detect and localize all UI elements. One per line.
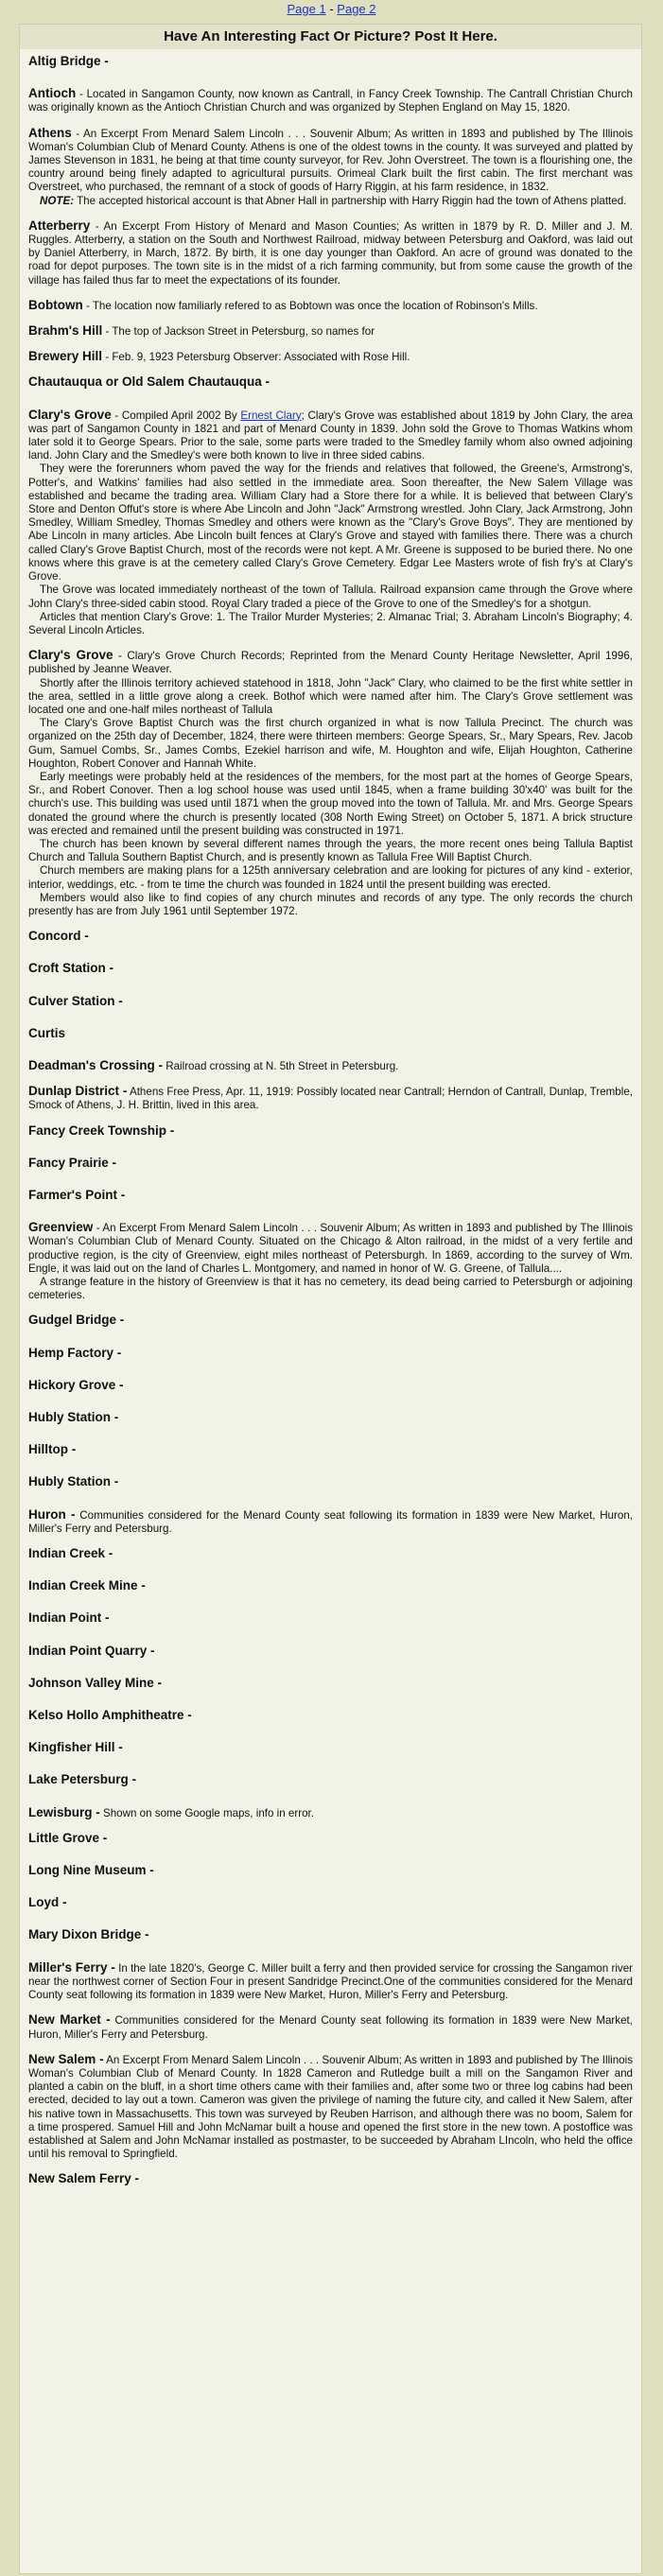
entry-name: Altig Bridge - (28, 54, 109, 68)
entry-name: Hemp Factory - (28, 1345, 122, 1360)
page-nav (0, 0, 663, 17)
entry-new-salem (28, 2053, 633, 2162)
entry-long-nine-museum (28, 1864, 633, 1878)
entry-huron (28, 1508, 633, 1536)
entry-athens (28, 127, 633, 208)
entry-indian-creek-mine (28, 1579, 633, 1593)
entry-paragraph: A strange feature in the history of Greenview is that it has no cemetery, its dead being carried to Petersburgh or adjoining cemeteries. (28, 1276, 633, 1302)
entry-name: Gudgel Bridge - (28, 1313, 125, 1328)
entry-text: - Feb. 9, 1923 Petersburg Observer: Associated with Rose Hill. (102, 351, 410, 364)
entry-text: ; Clary's Grove was established about 1819 by John Clary, the area was part of Sangamon County in 1821 and part of Menard County in 1839. John sold the Grove to Thomas Watkins whom later sold it to George Spears. Prior to the sale, some parts were traded to the Smedley family whom also owned adjoining land. John Clary and the Smedley's were both known to live in three sided cabins. (28, 409, 633, 462)
entry-concord (28, 930, 633, 944)
entry-name: Brahm's Hill (28, 323, 103, 339)
entry-name: Fancy Prairie - (28, 1155, 117, 1170)
page-title: Have An Interesting Fact Or Picture? Post It Here. (20, 25, 641, 49)
entry-indian-point (28, 1611, 633, 1626)
entry-name: Hubly Station - (28, 1410, 119, 1425)
entry-name: Antioch (28, 86, 77, 101)
entry-brahms-hill (28, 324, 633, 339)
entry-name: Curtis (28, 1025, 66, 1040)
entry-paragraph: The Grove was located immediately northeast of the town of Tallula. Railroad expansion came through the Grove where John Clary's three-sided cabin stood. Royal Clary traded a piece of the Grove to one of the Smedley's for a shotgun. (28, 583, 633, 610)
entry-name: Indian Point - (28, 1610, 110, 1626)
entry-name: Little Grove - (28, 1830, 108, 1845)
author-link[interactable]: Ernest Clary (240, 409, 302, 422)
entry-bobtown (28, 299, 633, 313)
entry-text: - An Excerpt From Menard Salem Lincoln . . . Souvenir Album; As written in 1893 and published by The Illinois Woman's Columbian Club of Menard County. Situated on the Chicago & Alton railroad, in the midst of a very fertile and productive region, is the city of Greenview, eight miles northeast of Petersburgh. In 1869, according to the survey of Wm. Engle, it was laid out on the land of Charles L. Montgomery, and named in honor of W. G. Greene, of Tallula.... (28, 1222, 633, 1275)
entry-chautauqua (28, 375, 633, 390)
entry-list (20, 49, 641, 2187)
entry-text: Communities considered for the Menard County seat following its formation in 1839 were New Market, Huron, Miller's Ferry and Petersburg. (28, 1508, 633, 1535)
entry-name: Mary Dixon Bridge - (28, 1927, 149, 1942)
entry-note: NOTE: The accepted historical account is that Abner Hall in partnership with Harry Riggin had the town of Athens platted. (40, 194, 627, 207)
entry-text: Shown on some Google maps, info in error. (99, 1806, 314, 1819)
entry-loyd (28, 1896, 633, 1910)
entry-hubly-station-2 (28, 1475, 633, 1489)
entry-paragraph: Members would also like to find copies of any church minutes and records of any type. The only records the church presently has are from July 1961 until September 1972. (28, 891, 633, 917)
entry-mary-dixon-bridge (28, 1928, 633, 1942)
entry-little-grove (28, 1832, 633, 1846)
entry-millers-ferry (28, 1961, 633, 2003)
nav-separator: - (329, 2, 334, 16)
entry-name: New Salem - (28, 2051, 104, 2066)
entry-name: Clary's Grove (28, 407, 112, 422)
entry-text: Communities considered for the Menard County seat following its formation in 1839 were New Market, Huron, Miller's Ferry and Petersburg. (28, 2014, 633, 2041)
entry-paragraph: The church has been known by several different names through the years, the more recent ones being Tallula Baptist Church and Tallula Southern Baptist Church, and is presently known as Tallula Free Will Baptist Church. (28, 837, 633, 864)
entry-name: Lake Petersburg - (28, 1772, 137, 1787)
entry-atterberry (28, 219, 633, 287)
entry-name: Loyd - (28, 1895, 67, 1910)
entry-name: Croft Station - (28, 961, 113, 976)
entry-name: Indian Creek Mine - (28, 1578, 146, 1593)
page-1-link[interactable]: Page 1 (287, 2, 326, 16)
entry-name: Fancy Creek Township - (28, 1123, 175, 1138)
entry-name: Brewery Hill (28, 349, 103, 364)
entry-johnson-valley-mine (28, 1677, 633, 1691)
entry-name: Concord - (28, 929, 89, 944)
entry-greenview (28, 1221, 633, 1302)
entry-text: - An Excerpt From History of Menard and Mason Counties; As written in 1879 by R. D. Miller and J. M. Ruggles. Atterberry, a station on the South and Northwest Railroad, midway between Petersburg and Oakford, was laid out by Daniel Atterberry, in March, 1872. By birth, it is one day younger than Oakford. An acre of ground was donated to the road for depot purposes. The town site is in the midst of a rich farming community, but from some cause the growth of the village has failed thus far to meet the expectations of its founder. (28, 219, 633, 287)
entry-clarys-grove-1 (28, 409, 633, 637)
entry-text: - Compiled April 2002 By (111, 409, 241, 422)
content-panel (19, 24, 642, 2574)
entry-name: Lewisburg - (28, 1804, 100, 1819)
entry-name: New Salem Ferry - (28, 2171, 140, 2186)
entry-name: Miller's Ferry - (28, 1959, 115, 1975)
entry-name: Indian Creek - (28, 1546, 113, 1561)
entry-deadmans-crossing (28, 1059, 633, 1073)
entry-paragraph: Church members are making plans for a 125th anniversary celebration and are looking for pictures of any kind - exterior, interior, weddings, etc. - from te time the church was founded in 1824 until the present building was erected. (28, 864, 633, 891)
entry-text: - The top of Jackson Street in Petersburg, so names for (102, 325, 375, 339)
entry-altig-bridge (28, 55, 633, 69)
entry-name: Indian Point Quarry - (28, 1643, 155, 1658)
entry-kingfisher-hill (28, 1741, 633, 1755)
entry-hubly-station-1 (28, 1411, 633, 1425)
entry-paragraph: Early meetings were probably held at the residences of the members, for the most part at the homes of George Spears, Sr., and Robert Conover. Then a log school house was used until 1845, when a frame building 30'x40' was built for the church's use. This building was used until 1871 when the group moved into the town of Tallula. Mr. and Mrs. George Spears donated the ground where the church is presently located (308 North Ewing Street) on October 5, 1871. A brick structure was erected and remained until the present building was constructed in 1971. (28, 770, 633, 837)
entry-hemp-factory (28, 1347, 633, 1361)
entry-lake-petersburg (28, 1773, 633, 1787)
entry-indian-creek (28, 1547, 633, 1561)
entry-antioch (28, 87, 633, 114)
entry-kelso-hollo (28, 1709, 633, 1723)
entry-name: Clary's Grove (28, 648, 113, 663)
entry-hilltop (28, 1443, 633, 1457)
entry-text: - Located in Sangamon County, now known as Cantrall, in Fancy Creek Township. The Cantrall Christian Church was originally known as the Antioch Christian Church and was organized by Stephen England on May 15, 1820. (28, 88, 633, 114)
entry-name: Kingfisher Hill - (28, 1740, 123, 1755)
entry-gudgel-bridge (28, 1314, 633, 1328)
entry-farmers-point (28, 1189, 633, 1203)
entry-culver-station (28, 995, 633, 1009)
entry-name: Johnson Valley Mine - (28, 1675, 163, 1690)
entry-dunlap-district (28, 1085, 633, 1112)
entry-name: Hickory Grove - (28, 1377, 124, 1392)
entry-name: Culver Station - (28, 993, 123, 1008)
entry-fancy-creek-township (28, 1124, 633, 1139)
entry-paragraph: They were the forerunners whom paved the way for the friends and relatives that followed, the Greene's, Armstrong's, Potter's, and Watkins' families had also settled in the immediate area. Soon thereafter, the New Salem Village was established and became the trading area. William Clary had a Store there for a while. It is believed that between Clary's Store and Denton Offut's store is where Abe Lincoln and John "Jack" Armstrong wrestled. John Clary, Jack Armstrong, John Smedley, William Smedley, Thomas Smedley and others were known as the "Clary's Grove Boys". They are mentioned by Abe Lincoln in many articles. Abe Lincoln built fences at Clary's Grove and stayed with families there. There was a church called Clary's Grove Baptist Church, most of the records were not kept. A Mr. Greene is supposed to be buried there. No one knows where this grave is at the cemetery called Clary's Grove Cemetery. Edgar Lee Masters wrote of fish fry's at Clary's Grove. (28, 462, 633, 583)
entry-paragraph: Shortly after the Illinois territory achieved statehood in 1818, John "Jack" Clary, who claimed to be the first white settler in the area, settled in a little grove along a creek. Bothof which were named after him. The Clary's Grove settlement was located one and one-half miles northeast of Tallula (28, 676, 633, 716)
entry-paragraph: The Clary's Grove Baptist Church was the first church organized in what is now Tallula Precinct. The church was organized on the 25th day of December, 1824, there were thirteen members: George Spears, Sr., Mary Spears, Rev. Jacob Gum, Samuel Combs, Sr., James Combs, Ezekiel harrison and wife, M. Houghton and wife, Elijah Houghton, Catherine Houghton, Robert Conover and Hannah White. (28, 717, 633, 770)
entry-name: Kelso Hollo Amphitheatre - (28, 1708, 192, 1723)
entry-name: Huron - (28, 1506, 76, 1522)
entry-new-salem-ferry (28, 2172, 633, 2186)
entry-name: Athens (28, 125, 72, 140)
entry-text: - Clary's Grove Church Records; Reprinted from the Menard County Heritage Newsletter, April 1996, published by Jeanne Weaver. (28, 650, 633, 676)
entry-text: Athens Free Press, Apr. 11, 1919: Possibly located near Cantrall; Herndon of Cantrall, Dunlap, Tremble, Smock of Athens, J. H. Brittin, lived in this area. (28, 1086, 633, 1112)
entry-text: Railroad crossing at N. 5th Street in Petersburg. (163, 1059, 399, 1072)
entry-hickory-grove (28, 1379, 633, 1393)
entry-name: New Market - (28, 2012, 111, 2028)
entry-name: Long Nine Museum - (28, 1863, 154, 1878)
entry-brewery-hill (28, 350, 633, 364)
entry-croft-station (28, 962, 633, 976)
entry-clarys-grove-2 (28, 649, 633, 918)
entry-new-market (28, 2013, 633, 2041)
entry-name: Greenview (28, 1220, 94, 1235)
entry-lewisburg (28, 1806, 633, 1820)
entry-text: In the late 1820's, George C. Miller built a ferry and then provided service for crossing the Sangamon river near the northwest corner of Section Four in present Sandridge Precinct.One of the communities considered for the Menard County seat following its formation in 1839 were New Market, Huron, Miller's Ferry and Petersburg. (28, 1961, 633, 2002)
entry-indian-point-quarry (28, 1645, 633, 1659)
entry-name: Deadman's Crossing - (28, 1057, 163, 1072)
entry-text: - An Excerpt From Menard Salem Lincoln . . . Souvenir Album; As written in 1893 and published by The Illinois Woman's Columbian Club of Menard County. Athens is one of the oldest towns in the county. It was surveyed and platted by James Stevenson in 1831, he being at that time county surveyor, for Rev. John Overstreet. The town is a flourishing one, the country around being finely adapted to agricultural pursuits. Orimeal Clark built the first cabin. The first merchant was Overstreet, who purchased, the remnant of a stock of goods of Harry Riggin, at his farm residence, in 1832. (28, 127, 633, 194)
entry-name: Chautauqua or Old Salem Chautauqua - (28, 374, 270, 390)
page-2-link[interactable]: Page 2 (337, 2, 376, 16)
entry-name: Hilltop - (28, 1442, 77, 1457)
entry-text: - The location now familiarly refered to as Bobtown was once the location of Robinson's Mills. (82, 299, 538, 312)
entry-text: An Excerpt From Menard Salem Lincoln . . . Souvenir Album; As written in 1893 and published by The Illinois Woman's Columbian Club of Menard County. In 1828 Cameron and Rutledge built a mill on the Sangamon River and planted a cabin on the bluff, in a short time others came with their families and, after some two or three log cabins had been erected, decided to lay out a town. Cameron was given the privilege of naming the future city, and called it New Salem, after his native town in Massachusetts. This town was surveyed by Reuben Harrison, and although there was no boom, Salem for a time prospered. Samuel Hill and John McNamar built a house and opened the first store in the new town. A postoffice was established at Salem and John McNamar installed as postmaster, to be succeeded by Abraham LIncoln, who held the office until his removal to Springfield. (28, 2053, 634, 2161)
entry-name: Atterberry (28, 218, 91, 233)
entry-name: Farmer's Point - (28, 1188, 126, 1202)
entry-fancy-prairie (28, 1157, 633, 1171)
entry-name: Hubly Station - (28, 1474, 119, 1489)
entry-paragraph: Articles that mention Clary's Grove: 1. The Trailor Murder Mysteries; 2. Almanac Trial; 3. Abraham Lincoln's Biography; 4. Several Lincoln Articles. (28, 610, 633, 636)
entry-name: Bobtown (28, 297, 83, 312)
entry-name: Dunlap District - (28, 1084, 128, 1099)
entry-curtis (28, 1027, 633, 1041)
